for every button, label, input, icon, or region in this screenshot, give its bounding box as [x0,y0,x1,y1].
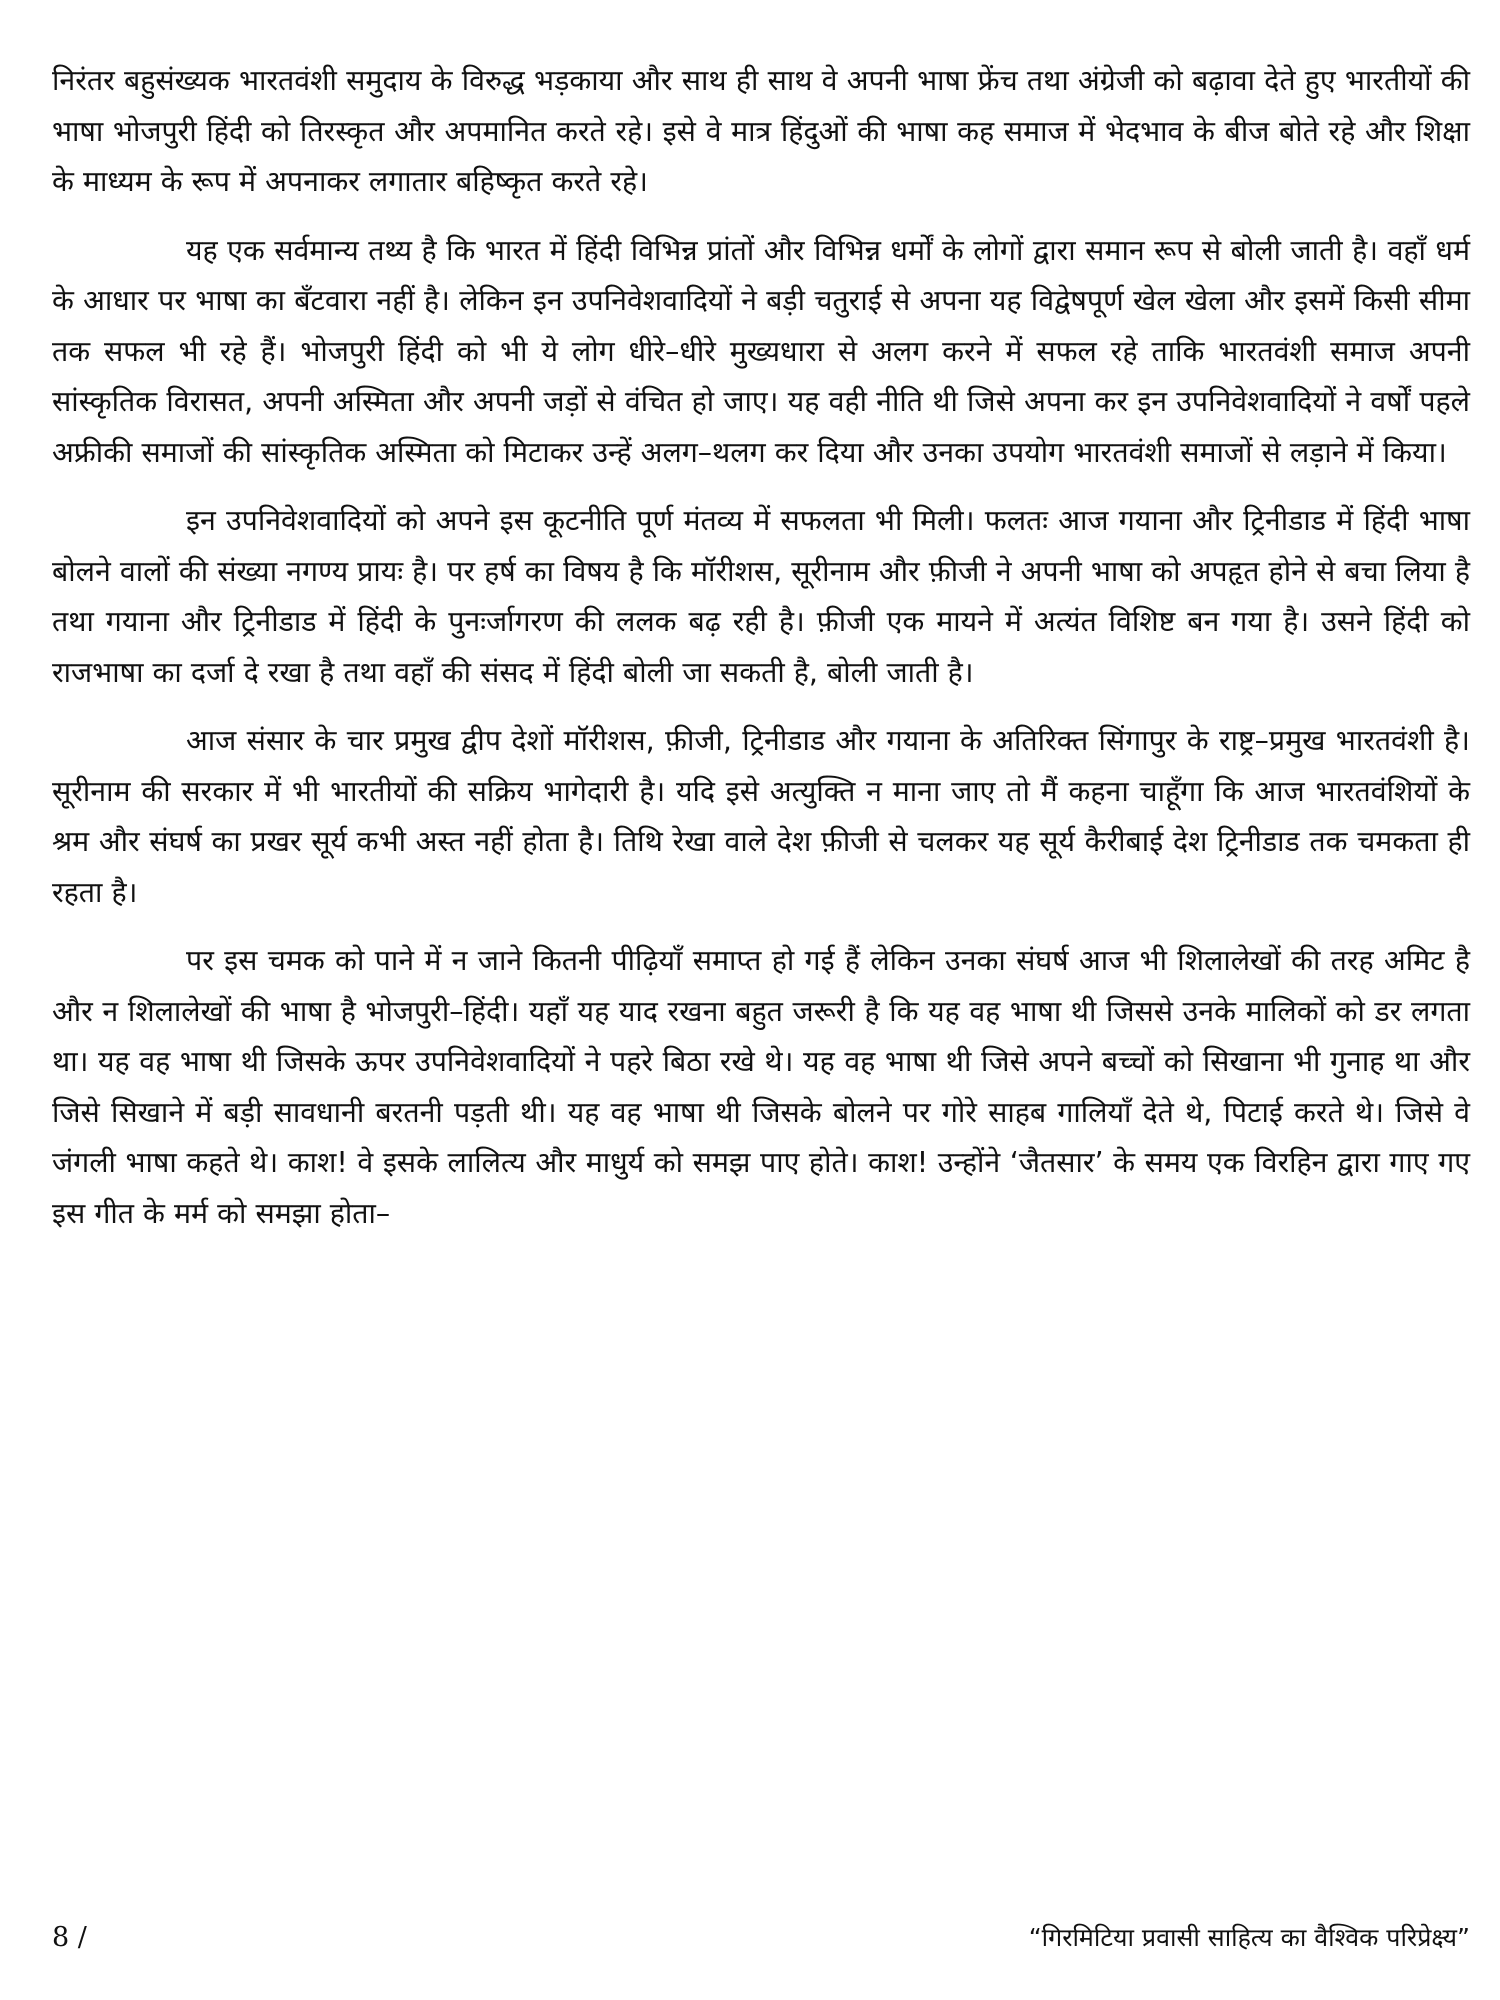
paragraph-2: यह एक सर्वमान्य तथ्य है कि भारत में हिंदी विभिन्न प्रांतों और विभिन्न धर्मों के लोगों द्वारा समान रूप से बोली जाती है। वहाँ धर्म के आधार पर भाषा का बँटवारा नहीं है। लेकिन इन उपनिवेशवादियों ने बड़ी चतुराई से अपना यह विद्वेषपूर्ण खेल खेला और इसमें किसी सीमा तक सफल भी रहे हैं। भोजपुरी हिंदी को भी ये लोग धीरे–धीरे मुख्यधारा से अलग करने में सफल रहे ताकि भारतवंशी समाज अपनी सांस्कृतिक विरासत, अपनी अस्मिता और अपनी जड़ों से वंचित हो जाए। यह वही नीति थी जिसे अपना कर इन उपनिवेशवादियों ने वर्षों पहले अफ्रीकी समाजों की सांस्कृतिक अस्मिता को मिटाकर उन्हें अलग–थलग कर दिया और उनका उपयोग भारतवंशी समाजों से लड़ाने में किया। [52,233,1470,469]
paragraph-1: निरंतर बहुसंख्यक भारतवंशी समुदाय के विरुद्ध भड़काया और साथ ही साथ वे अपनी भाषा फ्रेंच तथा अंग्रेजी को बढ़ावा देते हुए भारतीयों की भाषा भोजपुरी हिंदी को तिरस्कृत और अपमानित करते रहे। इसे वे मात्र हिंदुओं की भाषा कह समाज में भेदभाव के बीज बोते रहे और शिक्षा के माध्यम के रूप में अपनाकर लगातार बहिष्कृत करते रहे। [52,64,1470,198]
paragraph-5: पर इस चमक को पाने में न जाने कितनी पीढ़ियाँ समाप्त हो गई हैं लेकिन उनका संघर्ष आज भी शिलालेखों की तरह अमिट है और न शिलालेखों की भाषा है भोजपुरी–हिंदी। यहाँ यह याद रखना बहुत जरूरी है कि यह वह भाषा थी जिससे उनके मालिकों को डर लगता था। यह वह भाषा थी जिसके ऊपर उपनिवेशवादियों ने पहरे बिठा रखे थे। यह वह भाषा थी जिसे अपने बच्चों को सिखाना भी गुनाह था और जिसे सिखाने में बड़ी सावधानी बरतनी पड़ती थी। यह वह भाषा थी जिसके बोलने पर गोरे साहब गालियाँ देते थे, पिटाई करते थे। जिसे वे जंगली भाषा कहते थे। काश! वे इसके लालित्य और माधुर्य को समझ पाए होते। काश! उन्होंने ‘जैतसार’ के समय एक विरहिन द्वारा गाए गए इस गीत के मर्म को समझा होता– [52,944,1470,1230]
page-number: 8 / [52,1922,87,1953]
page-footer [52,1918,1470,1958]
paragraph-3: इन उपनिवेशवादियों को अपने इस कूटनीति पूर्ण मंतव्य में सफलता भी मिली। फलतः आज गयाना और ट्रिनीडाड में हिंदी भाषा बोलने वालों की संख्या नगण्य प्रायः है। पर हर्ष का विषय है कि मॉरीशस, सूरीनाम और फ़ीजी ने अपनी भाषा को अपहृत होने से बचा लिया है तथा गयाना और ट्रिनीडाड में हिंदी के पुनःर्जागरण की ललक बढ़ रही है। फ़ीजी एक मायने में अत्यंत विशिष्ट बन गया है। उसने हिंदी को राजभाषा का दर्जा दे रखा है तथा वहाँ की संसद में हिंदी बोली जा सकती है, बोली जाती है। [52,504,1470,689]
book-title: “गिरमिटिया प्रवासी साहित्य का वैश्विक परिप्रेक्ष्य” [1028,1923,1470,1952]
page-body [52,56,1470,1257]
paragraph-4: आज संसार के चार प्रमुख द्वीप देशों मॉरीशस, फ़ीजी, ट्रिनीडाड और गयाना के अतिरिक्त सिंगापुर के राष्ट्र–प्रमुख भारतवंशी है। सूरीनाम की सरकार में भी भारतीयों की सक्रिय भागेदारी है। यदि इसे अत्युक्ति न माना जाए तो मैं कहना चाहूँगा कि आज भारतवंशियों के श्रम और संघर्ष का प्रखर सूर्य कभी अस्त नहीं होता है। तिथि रेखा वाले देश फ़ीजी से चलकर यह सूर्य कैरीबाई देश ट्रिनीडाड तक चमकता ही रहता है। [52,724,1470,909]
